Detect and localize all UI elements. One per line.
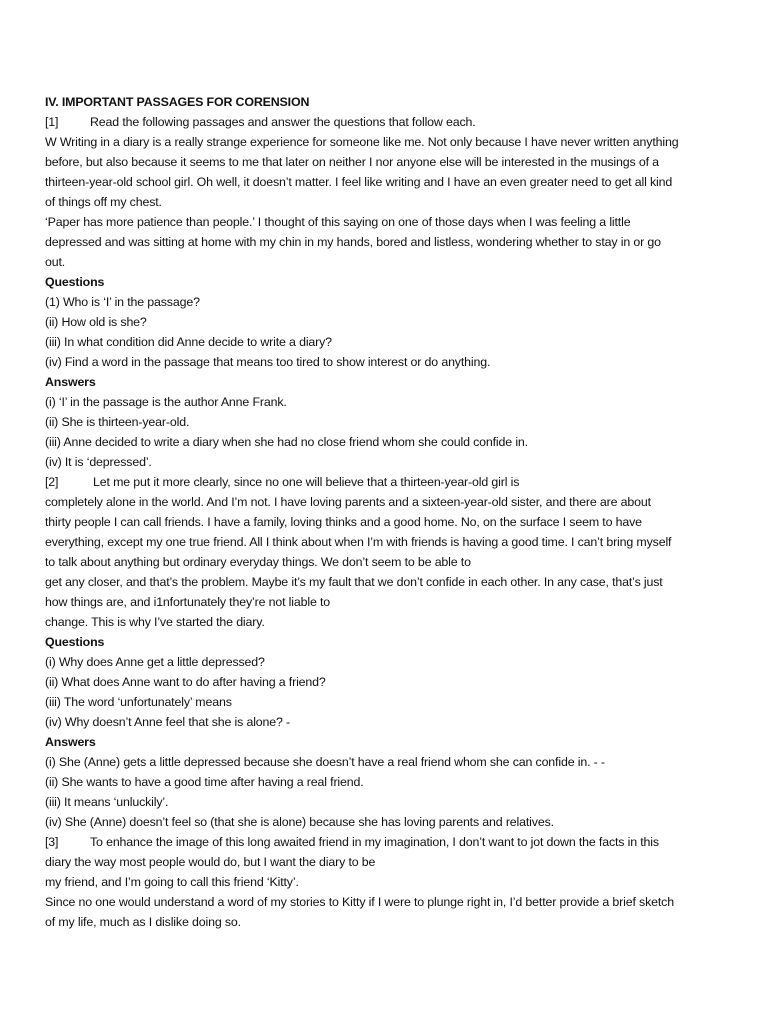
passage-3-first-line — [45, 832, 725, 852]
passage-2-text: Let me put it more clearly, since no one will believe that a thirteen-year-old girl is — [93, 475, 520, 489]
passage-2-first-line — [45, 472, 725, 492]
question-item: (iii) In what condition did Anne decide to write a diary? — [45, 335, 332, 349]
question-item: (i) Why does Anne get a little depressed? — [45, 655, 265, 669]
questions-heading: Questions — [45, 275, 105, 289]
passage-2-line: everything, except my one true friend. All I think about when I’m with friends is having a good time. I can’t bring myself — [45, 535, 672, 549]
document-page — [45, 92, 725, 932]
passage-2-line: change. This is why I’ve started the diary. — [45, 615, 265, 629]
question-item: (1) Who is ‘I’ in the passage? — [45, 295, 200, 309]
answer-item: (ii) She is thirteen-year-old. — [45, 415, 190, 429]
answer-item: (ii) She wants to have a good time after having a real friend. — [45, 775, 364, 789]
passage-1-line: W Writing in a diary is a really strange experience for someone like me. Not only because I have never written anything — [45, 135, 679, 149]
answer-item: (iii) Anne decided to write a diary when she had no close friend whom she could confide in. — [45, 435, 528, 449]
instruction-line — [45, 112, 725, 132]
question-item: (iii) The word ‘unfortunately’ means — [45, 695, 232, 709]
passage-number: [1] — [45, 115, 59, 129]
answer-item: (i) ‘I’ in the passage is the author Anne Frank. — [45, 395, 287, 409]
question-item: (ii) What does Anne want to do after having a friend? — [45, 675, 326, 689]
passage-2-line: get any closer, and that’s the problem. Maybe it’s my fault that we don’t confide in each other. In any case, that’s just — [45, 575, 663, 589]
questions-heading: Questions — [45, 635, 105, 649]
passage-1-line: before, but also because it seems to me that later on neither I nor anyone else will be interested in the musings of a — [45, 155, 659, 169]
answer-item: (iii) It means ‘unluckily’. — [45, 795, 169, 809]
question-item: (ii) How old is she? — [45, 315, 147, 329]
passage-2-line: how things are, and i1nfortunately they’re not liable to — [45, 595, 331, 609]
passage-3-line: diary the way most people would do, but I want the diary to be — [45, 855, 376, 869]
passage-1-line: of things off my chest. — [45, 195, 162, 209]
passage-2-line: completely alone in the world. And I’m not. I have loving parents and a sixteen-year-old sister, and there are about — [45, 495, 651, 509]
passage-2-line: thirty people I can call friends. I have a family, loving thinks and a good home. No, on the surface I seem to have — [45, 515, 642, 529]
question-item: (iv) Why doesn’t Anne feel that she is alone? - — [45, 715, 291, 729]
passage-2-line: to talk about anything but ordinary everyday things. We don’t seem to be able to — [45, 555, 471, 569]
passage-3-line: Since no one would understand a word of my stories to Kitty if I were to plunge right in, I’d better provide a brief sketch — [45, 895, 674, 909]
passage-3-line: of my life, much as I dislike doing so. — [45, 915, 241, 929]
answer-item: (iv) She (Anne) doesn’t feel so (that she is alone) because she has loving parents and relatives. — [45, 815, 554, 829]
instruction-text: Read the following passages and answer the questions that follow each. — [90, 115, 476, 129]
passage-3-text: To enhance the image of this long awaited friend in my imagination, I don’t want to jot down the facts in this — [90, 835, 659, 849]
passage-1-line: depressed and was sitting at home with my chin in my hands, bored and listless, wondering whether to stay in or go — [45, 235, 661, 249]
section-heading: IV. IMPORTANT PASSAGES FOR CORENSION — [45, 95, 310, 109]
passage-number: [2] — [45, 475, 59, 489]
answers-heading: Answers — [45, 735, 96, 749]
answers-heading: Answers — [45, 375, 96, 389]
passage-number: [3] — [45, 835, 59, 849]
answer-item: (i) She (Anne) gets a little depressed because she doesn’t have a real friend whom she can confide in. - - — [45, 755, 605, 769]
answer-item: (iv) It is ‘depressed’. — [45, 455, 152, 469]
question-item: (iv) Find a word in the passage that means too tired to show interest or do anything. — [45, 355, 491, 369]
passage-1-line: ‘Paper has more patience than people.’ I thought of this saying on one of those days when I was feeling a little — [45, 215, 631, 229]
passage-3-line: my friend, and I’m going to call this friend ‘Kitty’. — [45, 875, 299, 889]
passage-1-line: out. — [45, 255, 66, 269]
passage-1-line: thirteen-year-old school girl. Oh well, it doesn’t matter. I feel like writing and I have an even greater need to get all kind — [45, 175, 673, 189]
